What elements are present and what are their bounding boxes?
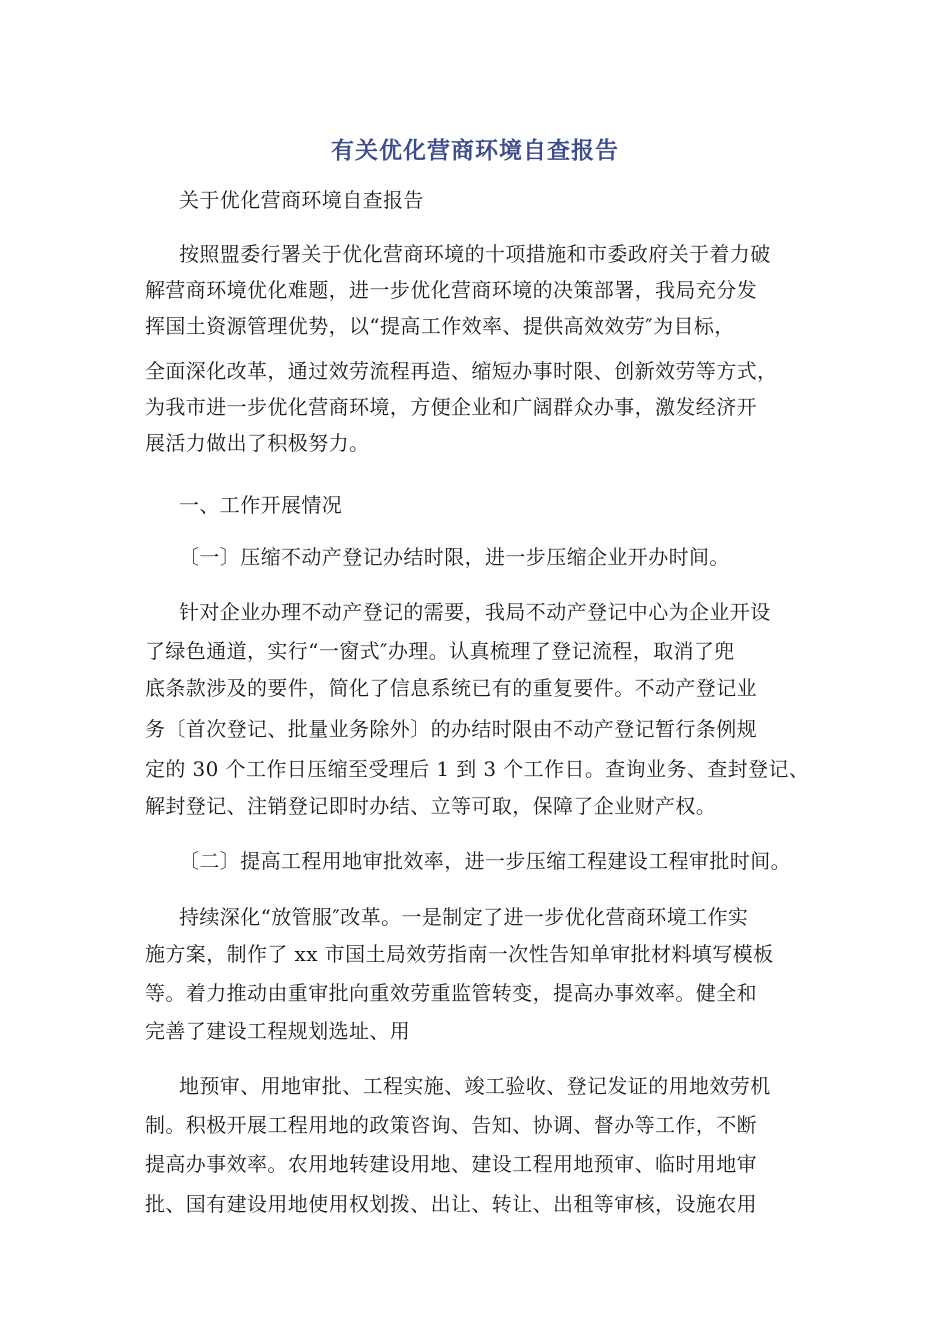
subsection-heading: 〔一〕压缩不动产登记办结时限，进一步压缩企业开办时间。 (179, 545, 730, 569)
paragraph-line: 解封登记、注销登记即时办结、立等可取，保障了企业财产权。 (145, 794, 717, 818)
paragraph-line: 制。积极开展工程用地的政策咨询、告知、协调、督办等工作，不断 (145, 1113, 757, 1137)
paragraph-line: 地预审、用地审批、工程实施、竣工验收、登记发证的用地效劳机 (179, 1074, 771, 1098)
subsection-heading: 〔二〕提高工程用地审批效率，进一步压缩工程建设工程审批时间。 (179, 849, 791, 873)
paragraph-line: 施方案，制作了 xx 市国土局效劳指南一次性告知单审批材料填写模板 (145, 942, 774, 966)
paragraph-line: 按照盟委行署关于优化营商环境的十项措施和市委政府关于着力破 (179, 242, 771, 266)
paragraph-line: 解营商环境优化难题，进一步优化营商环境的决策部署，我局充分发 (145, 278, 757, 302)
document-subtitle: 关于优化营商环境自查报告 (179, 188, 424, 212)
paragraph-line: 为我市进一步优化营商环境，方便企业和广阔群众办事，激发经济开 (145, 395, 757, 419)
paragraph-line: 定的 30 个工作日压缩至受理后 1 到 3 个工作日。查询业务、查封登记、 (145, 757, 810, 781)
paragraph-line: 挥国土资源管理优势，以“提高工作效率、提供高效效劳″为目标， (145, 314, 735, 338)
document-title: 有关优化营商环境自查报告 (331, 138, 619, 164)
paragraph-line: 持续深化“放管服″改革。一是制定了进一步优化营商环境工作实 (179, 905, 749, 929)
paragraph-line: 等。着力推动由重审批向重效劳重监管转变，提高办事效率。健全和 (145, 981, 757, 1005)
paragraph-line: 底条款涉及的要件，简化了信息系统已有的重复要件。不动产登记业 (145, 676, 757, 700)
paragraph-line: 批、国有建设用地使用权划拨、出让、转让、出租等审核，设施农用 (145, 1192, 757, 1216)
paragraph-line: 针对企业办理不动产登记的需要，我局不动产登记中心为企业开设 (179, 600, 771, 624)
paragraph-line: 务〔首次登记、批量业务除外〕的办结时限由不动产登记暂行条例规 (145, 717, 757, 741)
paragraph-line: 全面深化改革，通过效劳流程再造、缩短办事时限、创新效劳等方式， (145, 359, 778, 383)
paragraph-line: 提高办事效率。农用地转建设用地、建设工程用地预审、临时用地审 (145, 1152, 757, 1176)
paragraph-line: 展活力做出了积极努力。 (145, 431, 370, 455)
paragraph-line: 完善了建设工程规划选址、用 (145, 1019, 411, 1043)
section-heading: 一、工作开展情况 (179, 493, 343, 517)
paragraph-line: 了绿色通道，实行“一窗式″办理。认真梳理了登记流程，取消了兜 (145, 639, 735, 663)
